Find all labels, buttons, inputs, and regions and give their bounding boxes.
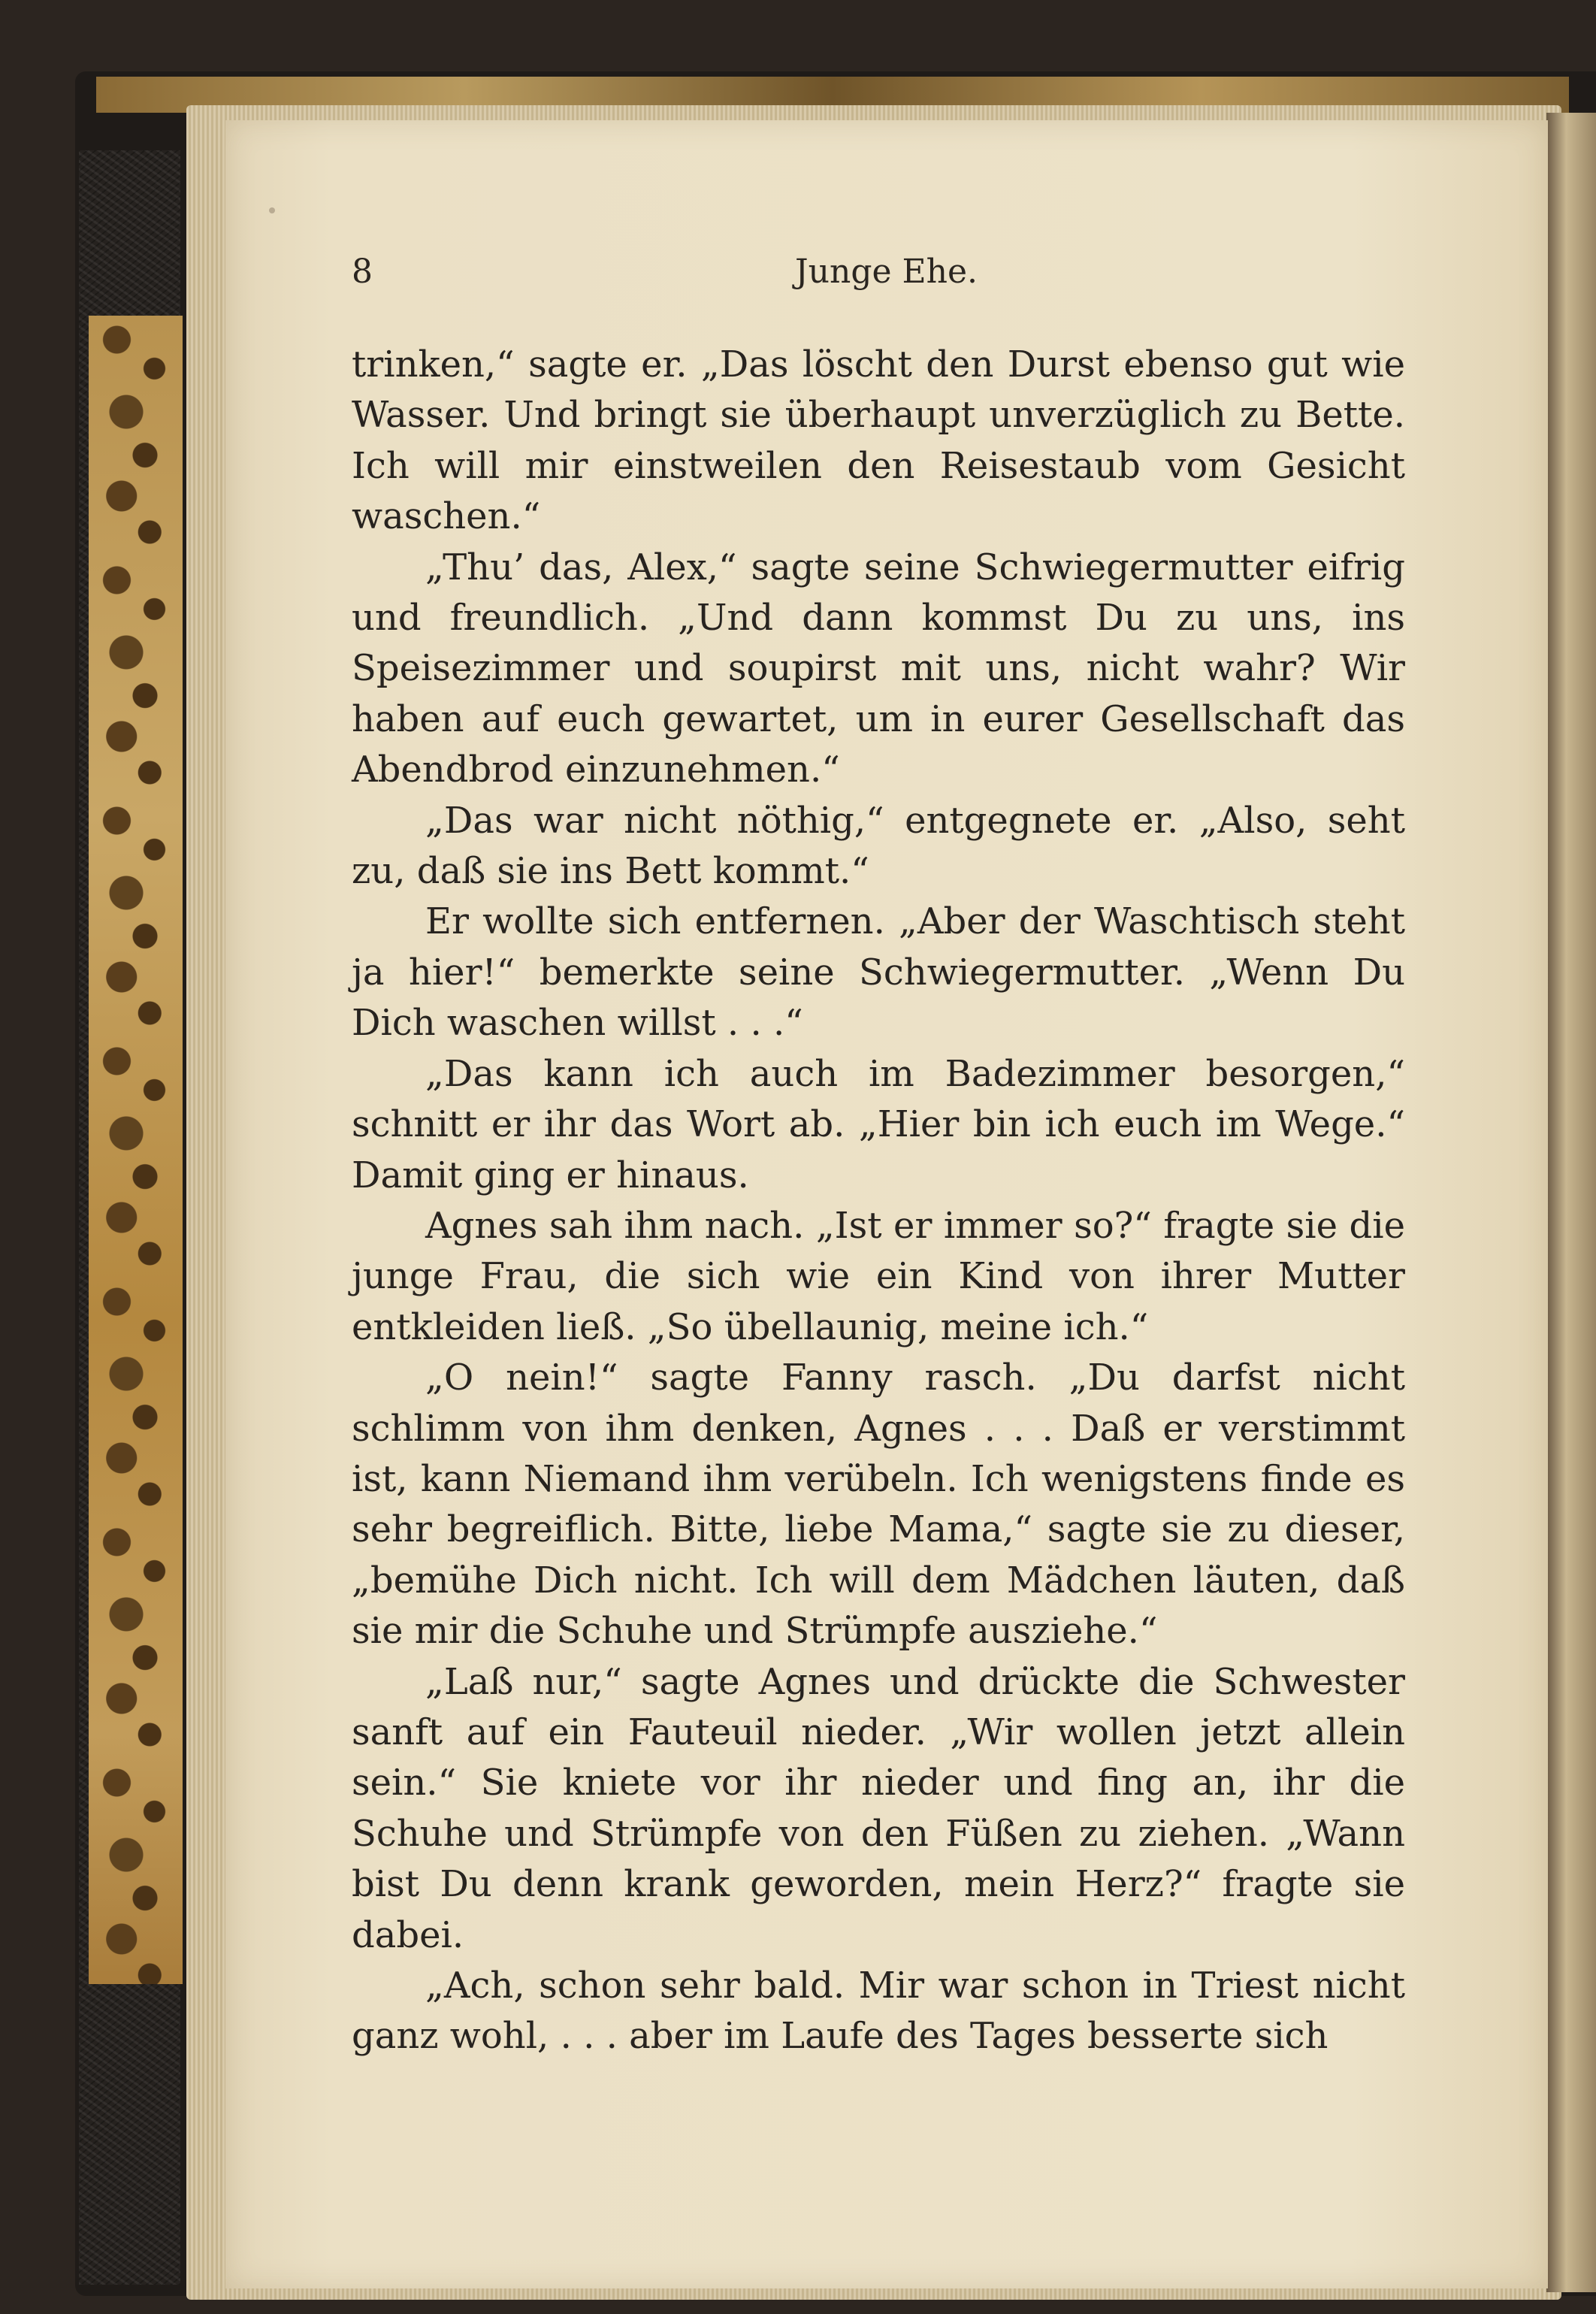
running-head: Junge Ehe. <box>795 253 978 291</box>
paragraph: „Ach, schon sehr bald. Mir war schon in Triest nicht ganz wohl, . . . aber im Laufe des Tages besserte sich <box>352 1965 1405 2058</box>
paragraph: „Thu’ das, Alex,“ sagte seine Schwiegermutter eifrig und freundlich. „Und dann kommst Du zu uns, ins Speisezimmer und soupirst mit uns, nicht wahr? Wir haben auf euch gewartet, um in eurer Gesellschaft das Abendbrod einzunehmen.“ <box>352 546 1405 791</box>
paragraph: trinken,“ sagte er. „Das löscht den Durst ebenso gut wie Wasser. Und bringt sie überhaupt unverzüglich zu Bette. Ich will mir einstweilen den Reisestaub vom Gesicht waschen.“ <box>352 343 1405 538</box>
paragraph: Agnes sah ihm nach. „Ist er immer so?“ fragte sie die junge Frau, die sich wie ein Kind von ihrer Mutter entkleiden ließ. „So übellaunig, meine ich.“ <box>352 1204 1405 1348</box>
paper-speck <box>269 207 275 213</box>
paragraph: Er wollte sich entfernen. „Aber der Waschtisch steht ja hier!“ bemerkte seine Schwiegermutter. „Wenn Du Dich waschen willst . . .“ <box>352 900 1405 1045</box>
page-number: 8 <box>352 253 373 291</box>
page-header <box>352 253 1404 298</box>
paragraph: „O nein!“ sagte Fanny rasch. „Du darfst nicht schlimm von ihm denken, Agnes . . . Daß er verstimmt ist, kann Niemand ihm verübeln. Ich wenigstens finde es sehr begreiflich. Bitte, liebe Mama,“ sagte sie zu dieser, „bemühe Dich nicht. Ich will dem Mädchen läuten, daß sie mir die Schuhe und Strümpfe ausziehe.“ <box>352 1357 1405 1653</box>
marbled-edge <box>89 316 183 1984</box>
paragraph: „Das kann ich auch im Badezimmer besorgen,“ schnitt er ihr das Wort ab. „Hier bin ich euch im Wege.“ Damit ging er hinaus. <box>352 1052 1405 1196</box>
paragraph: „Laß nur,“ sagte Agnes und drückte die Schwester sanft auf ein Fauteuil nieder. „Wir wollen jetzt allein sein.“ Sie kniete vor ihr nieder und fing an, ihr die Schuhe und Strümpfe von den Füßen zu ziehen. „Wann bist Du denn krank geworden, mein Herz?“ fragte sie dabei. <box>352 1660 1405 1956</box>
paragraph: „Das war nicht nöthig,“ entgegnete er. „Also, seht zu, daß sie ins Bett kommt.“ <box>352 799 1405 893</box>
body-text <box>352 340 1405 2062</box>
facing-page-edge <box>1546 113 1596 2292</box>
